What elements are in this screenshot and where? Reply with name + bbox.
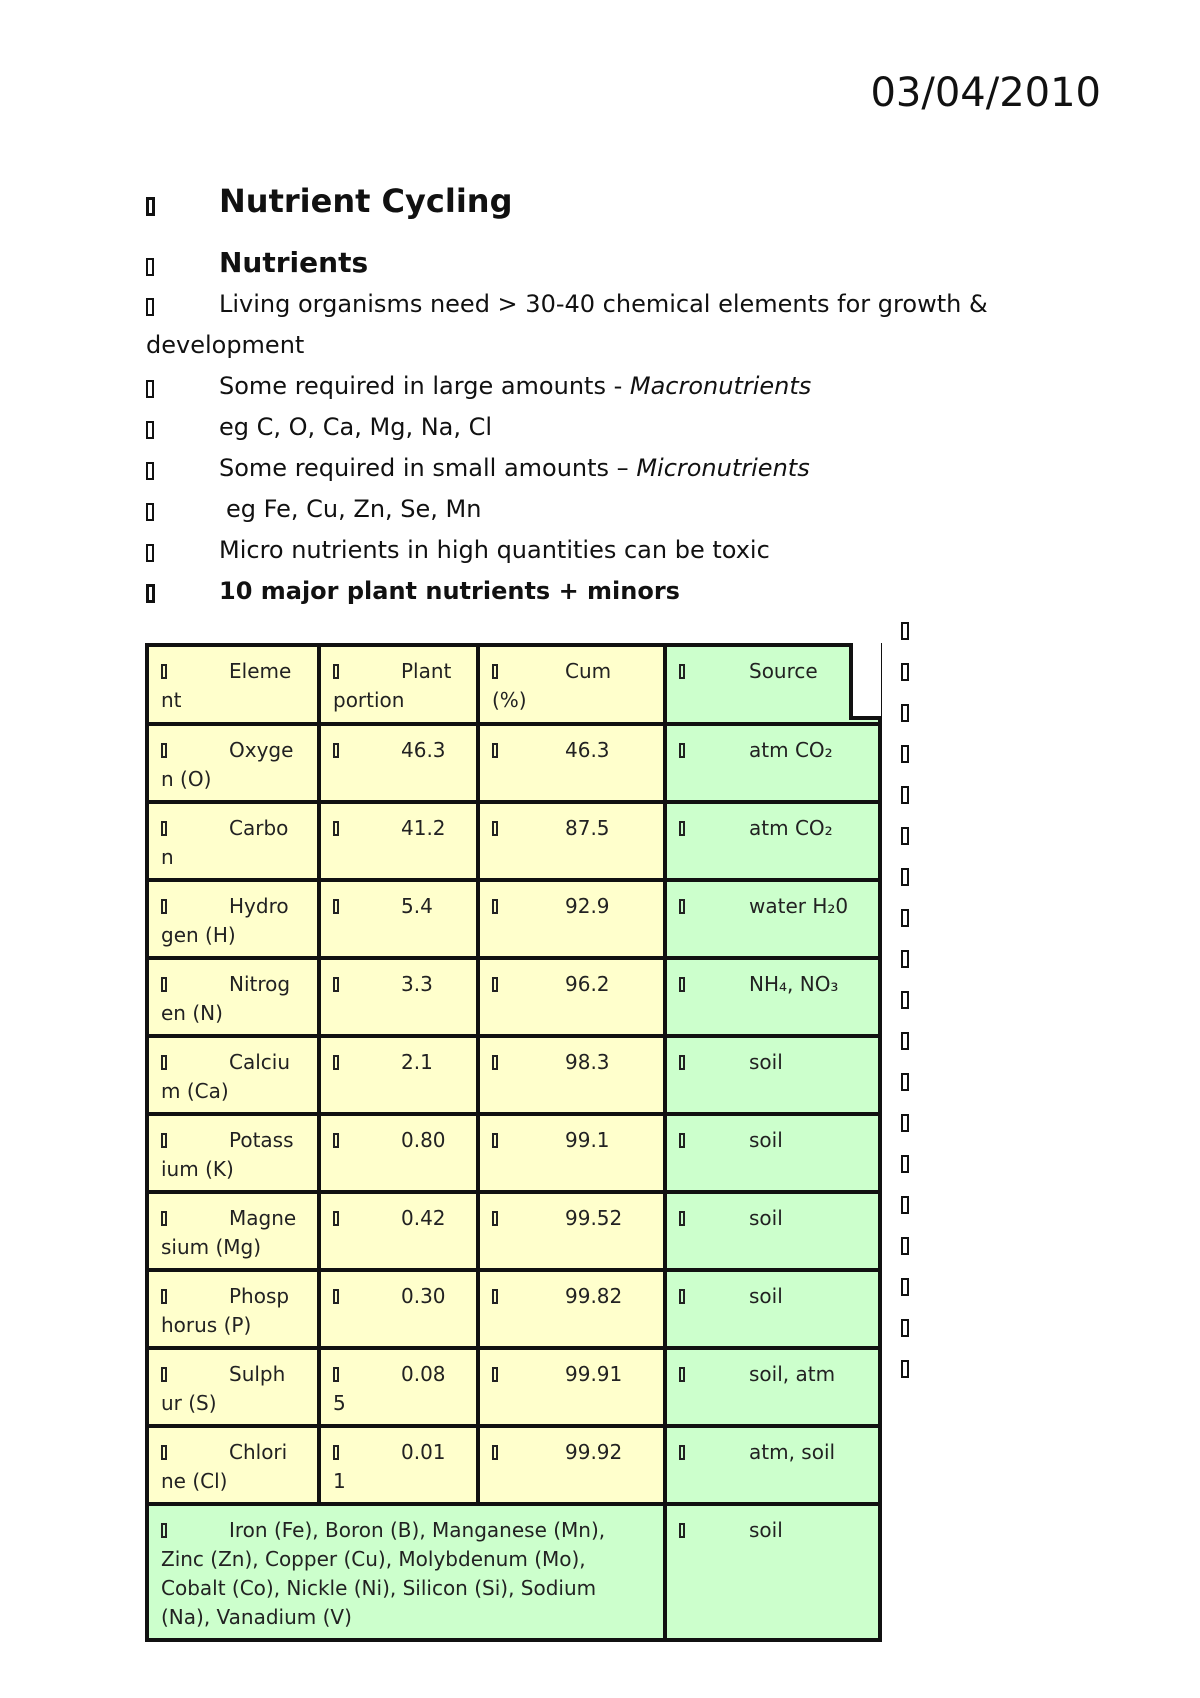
table-row [147,1036,880,1114]
table-header-row [147,645,880,724]
bullet-box-icon [146,414,154,444]
cell-element: Chlori ne (Cl) [147,1426,319,1504]
bullet-box-icon [146,250,154,280]
section-heading: Nutrients [219,246,369,279]
cell-plant-portion: 3.3 [319,958,478,1036]
cell-cum: 99.1 [478,1114,665,1192]
bullet-box-icon [146,188,155,218]
cell-cum: 99.52 [478,1192,665,1270]
cell-plant-portion: 0.30 [319,1270,478,1348]
side-bullet-icon [901,1155,909,1173]
side-bullet-icon [901,1114,909,1132]
side-bullet-icon [901,868,909,886]
cell-plant-portion: 0.08 5 [319,1348,478,1426]
bullet-text: Living organisms need > 30-40 chemical elements for growth & [219,290,988,318]
cell-source: soil [665,1270,880,1348]
bullet-line-1-wrap: development [146,331,305,359]
table-row [147,880,880,958]
cell-cum: 99.92 [478,1426,665,1504]
bullet-box-icon [146,373,154,403]
nutrient-table [145,643,882,1642]
side-bullet-icon [901,786,909,804]
cell-cum: 99.82 [478,1270,665,1348]
page-title: Nutrient Cycling [219,182,513,220]
bullet-box-icon [146,537,154,567]
cell-source: NH₄, NO₃ [665,958,880,1036]
cell-plant-portion: 41.2 [319,802,478,880]
cell-source: soil, atm [665,1348,880,1426]
cell-element: Carbo n [147,802,319,880]
table-row [147,724,880,802]
side-bullet-icon [901,950,909,968]
bullet-text: Micro nutrients in high quantities can be toxic [219,536,770,564]
side-bullet-icon [901,1319,909,1337]
table-row [147,1348,880,1426]
header-plant-portion: Plant portion [319,645,478,724]
bullet-box-icon [146,455,154,485]
cell-source: atm CO₂ [665,724,880,802]
cell-cum: 99.91 [478,1348,665,1426]
cell-source: atm, soil [665,1426,880,1504]
cell-source: soil [665,1114,880,1192]
cell-element: Oxyge n (O) [147,724,319,802]
table-row [147,1114,880,1192]
side-bullet-icon [901,1032,909,1050]
cell-plant-portion: 0.80 [319,1114,478,1192]
bullet-text: eg C, O, Ca, Mg, Na, Cl [219,413,493,441]
cell-element: Phosp horus (P) [147,1270,319,1348]
cell-plant-portion: 46.3 [319,724,478,802]
side-bullet-icon [901,1196,909,1214]
cell-cum: 92.9 [478,880,665,958]
cell-cum: 96.2 [478,958,665,1036]
bullet-text: Some required in large amounts - Macronutrients [219,372,812,400]
bullet-text: Some required in small amounts – Micronutrients [219,454,810,482]
document-date: 03/04/2010 [870,70,1101,116]
side-bullet-icon [901,1073,909,1091]
cell-source: soil [665,1192,880,1270]
side-bullet-icon [901,704,909,722]
cell-plant-portion: 0.42 [319,1192,478,1270]
header-notch [849,643,881,720]
cell-element: Calciu m (Ca) [147,1036,319,1114]
table-row [147,1426,880,1504]
cell-plant-portion: 0.01 1 [319,1426,478,1504]
cell-element: Hydro gen (H) [147,880,319,958]
bullet-text: 10 major plant nutrients + minors [219,577,680,605]
table-row [147,802,880,880]
table-row [147,958,880,1036]
cell-element: Nitrog en (N) [147,958,319,1036]
cell-cum: 46.3 [478,724,665,802]
cell-minor-source: soil [665,1504,880,1640]
cell-source: soil [665,1036,880,1114]
bullet-box-icon [146,291,154,321]
cell-plant-portion: 2.1 [319,1036,478,1114]
side-bullet-icon [901,1237,909,1255]
side-bullet-icon [901,1360,909,1378]
cell-element: Magne sium (Mg) [147,1192,319,1270]
side-bullet-icon [901,745,909,763]
side-bullet-icon [901,909,909,927]
cell-plant-portion: 5.4 [319,880,478,958]
cell-source: water H₂0 [665,880,880,958]
bullet-box-icon [146,578,155,608]
side-bullet-icon [901,991,909,1009]
cell-element: Potass ium (K) [147,1114,319,1192]
header-source: Source [665,645,880,724]
cell-cum: 98.3 [478,1036,665,1114]
cell-element: Sulph ur (S) [147,1348,319,1426]
side-bullet-icon [901,827,909,845]
side-bullet-icon [901,1278,909,1296]
side-bullet-icon [901,663,909,681]
table-row-minors [147,1504,880,1640]
bullet-text: eg Fe, Cu, Zn, Se, Mn [226,495,482,523]
table-row [147,1270,880,1348]
cell-cum: 87.5 [478,802,665,880]
table-row [147,1192,880,1270]
cell-source: atm CO₂ [665,802,880,880]
cell-minor-elements: Iron (Fe), Boron (B), Manganese (Mn), Zinc (Zn), Copper (Cu), Molybdenum (Mo), Cobalt (Co), Nickle (Ni), Silicon (Si), Sodium (Na), Vanadium (V) [147,1504,665,1640]
bullet-box-icon [146,496,154,526]
header-cum: Cum (%) [478,645,665,724]
side-bullet-icon [901,622,909,640]
header-element: Eleme nt [147,645,319,724]
